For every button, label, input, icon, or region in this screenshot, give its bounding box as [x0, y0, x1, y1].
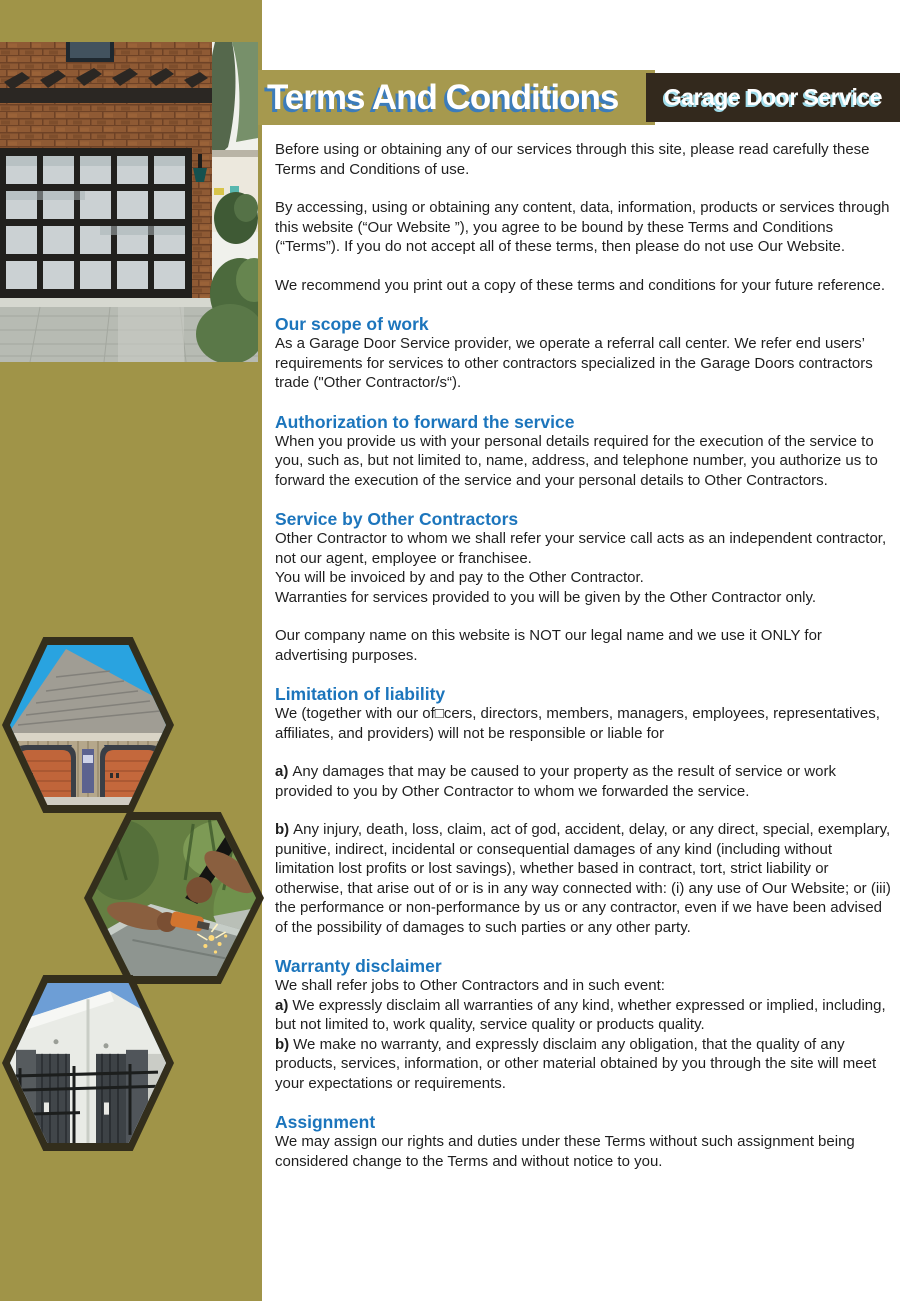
item-text: Any injury, death, loss, claim, act of god, accident, delay, or any direct, special, exemplary, punitive, indirect, incidental or consequential damages of any kind (including without limitation lost profits or lost savings), whether based in contract, tort, strict liability or otherwise, that arise out of or is in any way connected with: (i) any use of Our Website; or (iii) the performance or non-performance by us or any contractor, even if we have been advised of the possibility of damages to such parties or any other party. [275, 821, 891, 936]
section-title-authorization: Authorization to forward the service [275, 411, 575, 432]
item-label: b) [275, 821, 290, 838]
intro-paragraph: Before using or obtaining any of our services through this site, please read carefully these Terms and Conditions of use. [275, 141, 870, 178]
item-text: We make no warranty, and expressly disclaim any obligation, that the quality of any products, services, information, or other material obtained by you through the site will meet your expectations or requirements. [275, 1035, 877, 1092]
section-title-scope: Our scope of work [275, 314, 429, 334]
item-label: b) [275, 1035, 290, 1053]
brand-badge [646, 73, 900, 122]
intro-paragraph: We recommend you print out a copy of these terms and conditions for your future reference. [275, 276, 886, 294]
terms-content [275, 140, 893, 1190]
liability-item-a [275, 762, 893, 801]
section-paragraph: We may assign our rights and duties under these Terms without such assignment being considered change to the Terms and without notice to you. [275, 1133, 855, 1170]
section-title-liability: Limitation of liability [275, 684, 446, 704]
hexagon-photo-commercial-dock-doors [2, 975, 174, 1151]
section-line: We shall refer jobs to Other Contractors and in such event: [275, 977, 665, 994]
section-paragraph: When you provide us with your personal details required for the execution of the service to you, such as, but not limited to, name, address, and telephone number, you authorize us to forward the execution of the service and your personal details to Other Contractors. [275, 432, 878, 489]
section-paragraph: As a Garage Door Service provider, we operate a referral call center. We refer end users’ requirements for services to other contractors specialized in the Garage Doors contractors trade ("Other Contractor/s“). [275, 335, 873, 391]
brand-badge-label: Garage Door Service [663, 84, 883, 110]
section-title-warranty: Warranty disclaimer [275, 956, 442, 976]
item-text: We expressly disclaim all warranties of any kind, whether expressed or implied, including, but not limited to, work quality, service quality or products quality. [275, 996, 886, 1033]
item-text: Any damages that may be caused to your property as the result of service or work provided to you by Other Contractor to whom we forwarded the service. [275, 763, 836, 800]
liability-item-b [275, 820, 893, 937]
item-label: a) [275, 763, 289, 780]
section-line: Warranties for services provided to you will be given by the Other Contractor only. [275, 588, 817, 606]
warranty-item-a [275, 996, 893, 1035]
warranty-item-b [275, 1035, 893, 1094]
section-line: Other Contractor to whom we shall refer your service call acts as an independent contractor, not our agent, employee or franchisee. [275, 530, 887, 567]
hexagon-photo-residential-doors [2, 637, 174, 813]
section-title-service: Service by Other Contractors [275, 509, 519, 529]
item-label: a) [275, 996, 289, 1014]
title-band [258, 70, 655, 125]
garage-door-photo-art [0, 42, 258, 362]
section-paragraph: We (together with our of□cers, directors, members, managers, employees, representatives, affiliates, and providers) will not be responsible or liable for [275, 705, 880, 742]
hexagon-photo-technician-repair [84, 812, 264, 984]
intro-paragraph: By accessing, using or obtaining any content, data, information, products or services through this website (“Our Website ”), you agree to be bound by these Terms and Conditions (“Terms”). If you do not accept all of these terms, then please do not use Our Website. [275, 199, 890, 255]
section-title-assignment: Assignment [275, 1112, 376, 1132]
page-title: Terms And Conditions [267, 77, 619, 117]
garage-door-photo [0, 42, 258, 362]
sidebar [0, 0, 262, 1301]
section-line: You will be invoiced by and pay to the Other Contractor. [275, 569, 644, 586]
section-paragraph: Our company name on this website is NOT our legal name and we use it ONLY for advertising purposes. [275, 627, 822, 664]
